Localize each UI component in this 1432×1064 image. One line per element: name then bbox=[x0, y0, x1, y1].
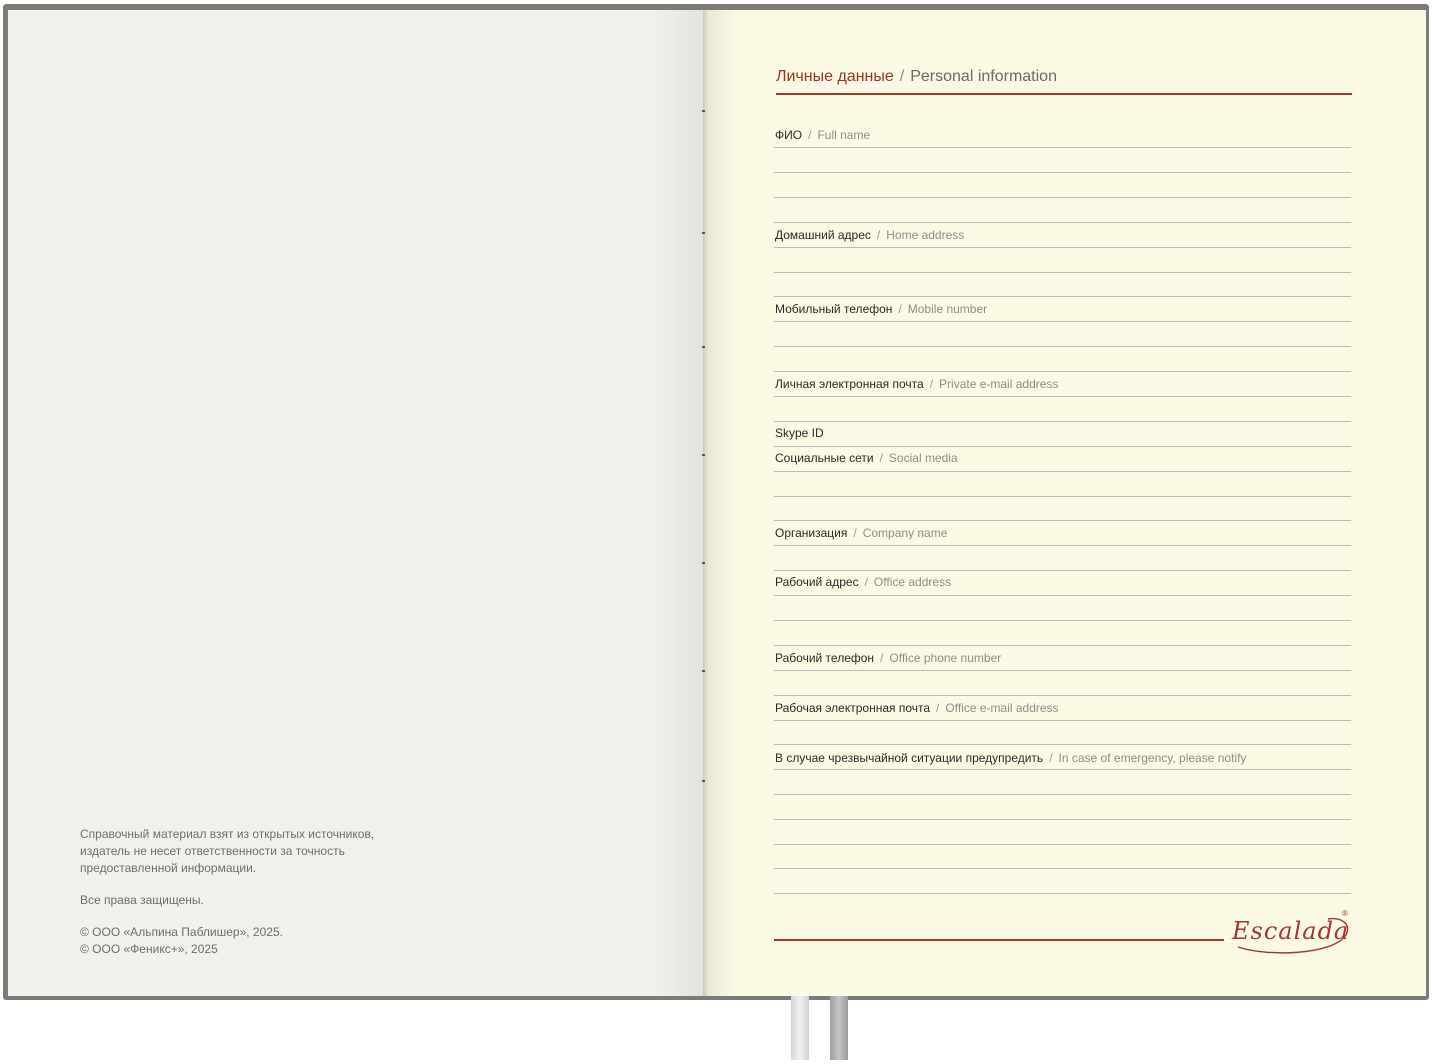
field-label-mobile bbox=[775, 302, 987, 316]
writing-line[interactable] bbox=[774, 396, 1351, 397]
writing-line[interactable] bbox=[774, 421, 1351, 422]
label-separator: / bbox=[853, 526, 857, 540]
disclaimer-line: издатель не несет ответственности за точность bbox=[80, 844, 345, 858]
writing-line[interactable] bbox=[774, 222, 1351, 223]
writing-line[interactable] bbox=[774, 670, 1351, 671]
label-ru: Рабочий телефон bbox=[775, 651, 875, 665]
writing-line[interactable] bbox=[774, 446, 1351, 447]
label-separator: / bbox=[936, 701, 940, 715]
binding-stitch bbox=[702, 780, 705, 782]
field-label-home-address bbox=[775, 228, 964, 242]
label-ru: Домашний адрес bbox=[775, 228, 871, 242]
writing-line[interactable] bbox=[774, 868, 1351, 869]
brand-logo bbox=[1228, 909, 1356, 957]
writing-line[interactable] bbox=[774, 819, 1351, 820]
label-en: Office phone number bbox=[889, 651, 1002, 665]
label-ru: Личная электронная почта bbox=[775, 377, 924, 391]
field-label-office-address bbox=[775, 575, 951, 589]
title-underline bbox=[776, 93, 1352, 95]
binding-stitch bbox=[702, 346, 705, 348]
writing-line[interactable] bbox=[774, 247, 1351, 248]
page-title bbox=[776, 67, 1356, 87]
field-label-social bbox=[775, 451, 958, 465]
writing-line[interactable] bbox=[774, 794, 1351, 795]
label-ru: Skype ID bbox=[775, 426, 824, 440]
label-separator: / bbox=[898, 302, 902, 316]
label-en: Full name bbox=[817, 128, 871, 142]
writing-line[interactable] bbox=[774, 321, 1351, 322]
writing-line[interactable] bbox=[774, 545, 1351, 546]
writing-line[interactable] bbox=[774, 172, 1351, 173]
label-separator: / bbox=[876, 228, 881, 242]
label-en: Office e-mail address bbox=[945, 701, 1059, 715]
title-separator: / bbox=[899, 68, 905, 85]
field-label-office-email bbox=[775, 701, 1059, 715]
binding-stitch bbox=[702, 670, 705, 672]
field-label-company bbox=[775, 526, 947, 540]
writing-line[interactable] bbox=[774, 893, 1351, 894]
label-separator: / bbox=[808, 128, 812, 142]
imprint-block bbox=[80, 826, 420, 958]
label-en: Office address bbox=[873, 575, 952, 589]
copyright-line: © ООО «Феникс+», 2025 bbox=[80, 942, 218, 956]
title-ru: Личные данные bbox=[776, 68, 894, 85]
bookmark-ribbon-dark[interactable] bbox=[830, 996, 848, 1060]
label-separator: / bbox=[1049, 751, 1053, 765]
label-en: Social media bbox=[888, 451, 958, 465]
label-en: Mobile number bbox=[907, 302, 988, 316]
writing-line[interactable] bbox=[774, 769, 1351, 770]
label-separator: / bbox=[864, 575, 868, 589]
writing-line[interactable] bbox=[774, 744, 1351, 745]
binding-stitch bbox=[702, 232, 705, 234]
footer-rule bbox=[774, 939, 1224, 941]
writing-line[interactable] bbox=[774, 844, 1351, 845]
label-ru: Организация bbox=[775, 526, 848, 540]
binding-stitch bbox=[702, 110, 705, 112]
field-label-office-phone bbox=[775, 651, 1001, 665]
label-separator: / bbox=[880, 651, 884, 665]
writing-line[interactable] bbox=[774, 595, 1351, 596]
writing-line[interactable] bbox=[774, 496, 1351, 497]
writing-line[interactable] bbox=[774, 197, 1351, 198]
gutter bbox=[703, 10, 708, 996]
writing-line[interactable] bbox=[774, 695, 1351, 696]
writing-line[interactable] bbox=[774, 471, 1351, 472]
writing-line[interactable] bbox=[774, 645, 1351, 646]
label-ru: Рабочий адрес bbox=[775, 575, 859, 589]
label-separator: / bbox=[929, 377, 934, 391]
disclaimer-line: предоставленной информации. bbox=[80, 861, 257, 875]
rights-text: Все права защищены. bbox=[80, 893, 204, 907]
brand-wordmark: Escalada bbox=[1232, 917, 1350, 945]
label-ru: Мобильный телефон bbox=[775, 302, 893, 316]
writing-line[interactable] bbox=[774, 720, 1351, 721]
bookmark-ribbon-light[interactable] bbox=[791, 996, 809, 1060]
writing-line[interactable] bbox=[774, 296, 1351, 297]
copyright-line: © ООО «Альпина Паблишер», 2025. bbox=[80, 925, 283, 939]
writing-line[interactable] bbox=[774, 620, 1351, 621]
registered-mark: ® bbox=[1342, 909, 1348, 918]
label-ru: Социальные сети bbox=[775, 451, 874, 465]
title-en: Personal information bbox=[910, 68, 1057, 85]
field-label-full-name bbox=[775, 128, 870, 142]
writing-line[interactable] bbox=[774, 520, 1351, 521]
field-label-skype bbox=[775, 426, 824, 440]
label-en: Company name bbox=[862, 526, 948, 540]
label-en: Private e-mail address bbox=[939, 377, 1059, 391]
label-separator: / bbox=[879, 451, 883, 465]
label-en: Home address bbox=[886, 228, 965, 242]
field-label-emergency bbox=[775, 751, 1246, 765]
writing-line[interactable] bbox=[774, 147, 1351, 148]
binding-stitch bbox=[702, 454, 705, 456]
writing-line[interactable] bbox=[774, 272, 1351, 273]
field-label-private-email bbox=[775, 377, 1058, 391]
label-ru: Рабочая электронная почта bbox=[775, 701, 931, 715]
disclaimer-line: Справочный материал взят из открытых источников, bbox=[80, 827, 375, 841]
label-ru: В случае чрезвычайной ситуации предупредить bbox=[775, 751, 1044, 765]
binding-stitch bbox=[702, 562, 705, 564]
writing-line[interactable] bbox=[774, 570, 1351, 571]
label-en: In case of emergency, please notify bbox=[1058, 751, 1247, 765]
writing-line[interactable] bbox=[774, 346, 1351, 347]
writing-line[interactable] bbox=[774, 371, 1351, 372]
right-page bbox=[707, 10, 1426, 996]
label-ru: ФИО bbox=[775, 128, 803, 142]
